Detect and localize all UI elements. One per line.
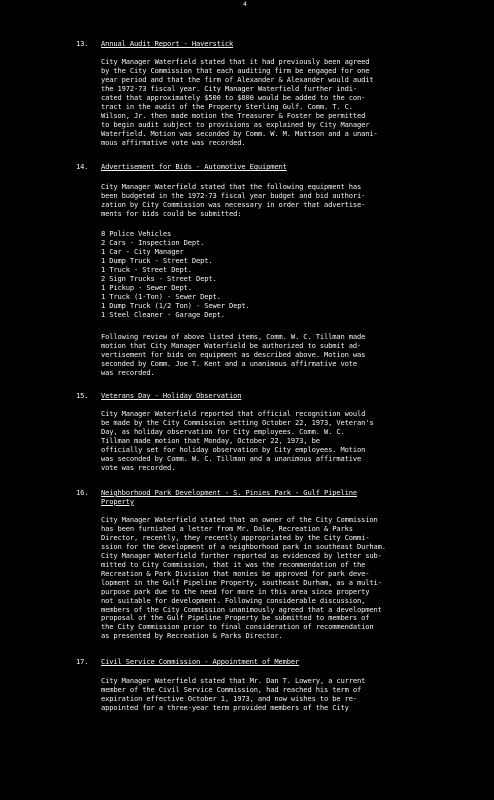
text-line: Recreation & Park Division that monies be approved for park deve- [101, 569, 370, 578]
text-line: lopment in the Gulf Pipeline Property, southeast Durham, as a multi- [101, 578, 382, 587]
text-line: was recorded. [101, 368, 155, 377]
text-line: City Manager Waterfield stated that an owner of the City Commission [101, 516, 378, 524]
item-number: 14. [76, 162, 89, 171]
item-number: 17. [76, 657, 89, 666]
heading-line: Veterans Day - Holiday Observation [101, 392, 242, 400]
text-line: Director, recently, they recently appropriated by the City Commi- [101, 533, 370, 542]
text-line: City Manager Waterfield stated that the following equipment has [101, 183, 362, 191]
text-line: proposal of the Gulf Pipeline Property be submitted to members of [101, 614, 370, 623]
item-paragraph [101, 183, 456, 219]
equipment-item: 1 Pickup - Sewer Dept. [101, 283, 192, 292]
text-line: mitted to City Commission, that it was the recommendation of the [101, 560, 366, 569]
text-line: cated that approximately $500 to $800 would be added to the con- [101, 93, 366, 102]
text-line: members of the City Commission unanimously agreed that a development [101, 605, 382, 614]
equipment-list [101, 230, 250, 320]
text-line: officially set for holiday observation by City employees. Motion [101, 445, 366, 454]
heading-line: Advertisement for Bids - Automotive Equipment [101, 163, 287, 171]
item-paragraph [101, 333, 456, 378]
text-line: purpose park due to the need for more in this area since property [101, 587, 370, 596]
text-line: as presented by Recreation & Parks Director. [101, 632, 283, 641]
text-line: mous affirmative vote was recorded. [101, 138, 246, 147]
text-line: vote was recorded. [101, 463, 176, 472]
text-line: year period and that the firm of Alexander & Alexander would audit [101, 75, 374, 84]
item-paragraph [101, 677, 456, 713]
text-line: member of the Civil Service Commission, had reached his term of [101, 685, 362, 694]
text-line: ments for bids could be submitted: [101, 209, 242, 218]
text-line: by the City Commission that each auditing firm be engaged for one [101, 66, 370, 75]
item-number: 16. [76, 488, 89, 497]
text-line: seconded by Comm. Joe T. Kent and a unanimous affirmative vote [101, 359, 357, 368]
item-paragraph [101, 58, 456, 148]
text-line: been budgeted in the 1972-73 fiscal year budget and bid authori- [101, 191, 366, 200]
equipment-item: 1 Dump Truck - Street Dept. [101, 256, 213, 265]
heading-line: Neighborhood Park Development - S. Pinies Park - Gulf Pipeline [101, 489, 357, 497]
text-line: has been furnished a letter from Mr. Dale, Recreation & Parks [101, 524, 353, 533]
text-line: appointed for a three-year term provided members of the City [101, 703, 349, 712]
text-line: the 1972-73 fiscal year. City Manager Waterfield further indi- [101, 84, 357, 93]
item-heading [101, 489, 481, 507]
page-number: 4 [243, 0, 247, 8]
heading-line: Civil Service Commission - Appointment of Member [101, 658, 300, 666]
item-heading [101, 392, 481, 401]
item-heading [101, 163, 481, 172]
text-line: Wilson, Jr. then made motion the Treasurer & Foster be permitted [101, 111, 366, 120]
equipment-item: 1 Car - City Manager [101, 247, 184, 256]
text-line: be made by the City Commission setting October 22, 1973, Veteran's [101, 418, 374, 427]
text-line: motion that City Manager Waterfield be authorized to submit ad- [101, 341, 362, 350]
text-line: tract in the audit of the Property Sterling Gulf. Comm. T. C. [101, 102, 353, 111]
text-line: City Manager Waterfield stated that it had previously been agreed [101, 58, 370, 66]
equipment-item: 1 Truck - Street Dept. [101, 265, 192, 274]
text-line: was seconded by Comm. W. C. Tillman and a unanimous affirmative [101, 454, 362, 463]
text-line: vertisement for bids on equipment as described above. Motion was [101, 350, 366, 359]
text-line: City Manager Waterfield reported that official recognition would [101, 410, 366, 418]
text-line: Waterfield. Motion was seconded by Comm. W. M. Mattson and a unani- [101, 129, 378, 138]
equipment-item: 1 Dump Truck (1/2 Ton) - Sewer Dept. [101, 301, 250, 310]
text-line: City Manager Waterfield stated that Mr. Dan T. Lowery, a current [101, 677, 366, 685]
text-line: Following review of above listed items, Comm. W. C. Tillman made [101, 333, 366, 341]
item-number: 15. [76, 391, 89, 400]
item-heading [101, 40, 481, 49]
equipment-item: 1 Truck (1-Ton) - Sewer Dept. [101, 292, 221, 301]
equipment-item: 8 Police Vehicles [101, 230, 172, 238]
text-line: ssion for the development of a neighborhood park in southeast Durham. [101, 542, 386, 551]
heading-line: Annual Audit Report - Haverstick [101, 40, 234, 48]
text-line: City Manager Waterfield further reported as evidenced by letter sub- [101, 551, 382, 560]
text-line: expiration effective October 1, 1973, and now wishes to be re- [101, 694, 357, 703]
text-line: Day, as holiday observation for City employees. Comm. W. C. [101, 427, 345, 436]
text-line: not suitable for development. Following considerable discussion, [101, 596, 366, 605]
text-line: Tillman made motion that Monday, October 22, 1973, be [101, 436, 320, 445]
equipment-item: 1 Steel Cleaner - Garage Dept. [101, 310, 225, 319]
text-line: zation by City Commission was necessary in order that advertise- [101, 200, 366, 209]
item-heading [101, 658, 481, 667]
item-number: 13. [76, 39, 89, 48]
item-paragraph [101, 516, 456, 641]
equipment-item: 2 Sign Trucks - Street Dept. [101, 274, 217, 283]
text-line: to begin audit subject to provisions as explained by City Manager [101, 120, 370, 129]
heading-line: Property [101, 497, 135, 506]
item-paragraph [101, 410, 456, 473]
text-line: the City Commission prior to final consideration of recommendation [101, 623, 374, 632]
equipment-item: 2 Cars - Inspection Dept. [101, 238, 205, 247]
